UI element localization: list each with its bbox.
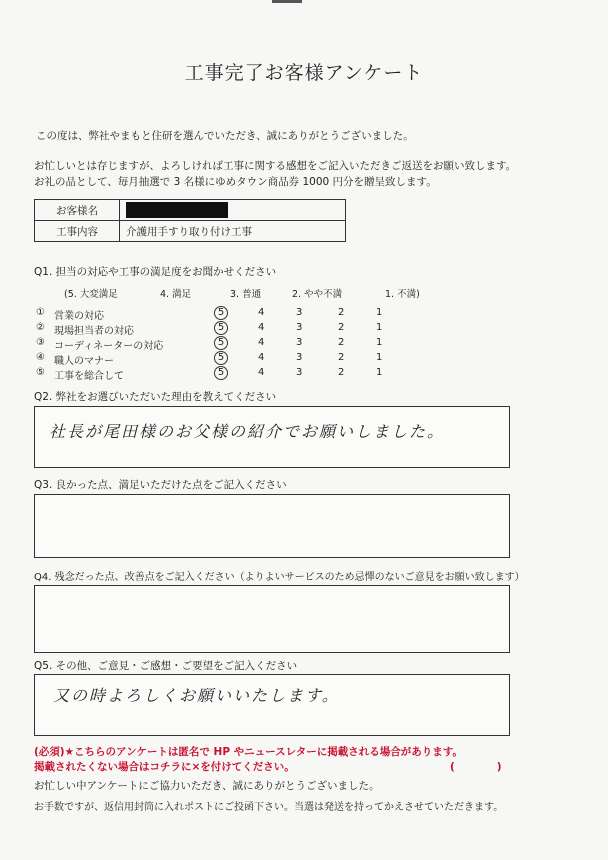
q2-answer-box[interactable]: [34, 406, 510, 468]
rating-option[interactable]: 3: [296, 337, 303, 348]
q2-answer-handwriting: 社長が尾田様のお父様の紹介でお願いしました。: [49, 422, 446, 441]
q3-question: Q3. 良かった点、満足いただけた点をご記入ください: [34, 479, 287, 491]
q5-question: Q5. その他、ご意見・ご感想・ご要望をご記入ください: [34, 660, 298, 672]
rating-row: [32, 322, 432, 336]
intro-gift: お礼の品として、毎月抽選で 3 名様にゆめタウン商品券 1000 円分を贈呈致します。: [34, 176, 437, 188]
rating-option-selected[interactable]: 5: [214, 306, 228, 320]
rating-option[interactable]: 3: [296, 307, 303, 318]
rating-option-selected[interactable]: 5: [214, 336, 228, 350]
rating-option[interactable]: 2: [338, 322, 345, 333]
rating-row: [32, 352, 432, 366]
rating-row: [32, 367, 432, 381]
item-label: 現場担当者の対応: [54, 326, 134, 337]
rating-row: [32, 337, 432, 351]
rating-option[interactable]: 1: [376, 307, 383, 318]
rating-option[interactable]: 1: [376, 352, 383, 363]
scale-3: 3. 普通: [230, 289, 262, 300]
q5-answer-box[interactable]: [34, 674, 510, 736]
q4-question: Q4. 残念だった点、改善点をご記入ください（よりよいサービスのため忌憚のないご意見をお願い致します）: [34, 572, 525, 583]
notice-required: (必須)★こちらのアンケートは匿名で HP やニュースレターに掲載される場合があります。: [34, 746, 463, 758]
scale-2: 2. やや不満: [292, 289, 343, 300]
opt-out-checkbox[interactable]: ( ): [450, 761, 502, 773]
rating-option[interactable]: 4: [258, 322, 265, 333]
rating-option[interactable]: 3: [296, 322, 303, 333]
q3-answer-box[interactable]: [34, 494, 510, 558]
item-label: コーディネーターの対応: [54, 341, 164, 352]
item-label: 工事を総合して: [54, 371, 124, 382]
rating-option-selected[interactable]: 5: [214, 351, 228, 365]
item-number: ②: [36, 322, 45, 333]
rating-option[interactable]: 4: [258, 337, 265, 348]
work-content-value: 介護用手すり取り付け工事: [120, 221, 346, 242]
rating-option[interactable]: 2: [338, 337, 345, 348]
q4-answer-box[interactable]: [34, 585, 510, 653]
customer-name-value: [120, 200, 346, 221]
rating-option[interactable]: 4: [258, 367, 265, 378]
item-number: ①: [36, 307, 45, 318]
rating-option[interactable]: 2: [338, 307, 345, 318]
rating-option-selected[interactable]: 5: [214, 366, 228, 380]
customer-info-table: [34, 199, 346, 242]
q2-question: Q2. 弊社をお選びいただいた理由を教えてください: [34, 391, 277, 403]
scale-5: (5. 大変満足: [64, 289, 118, 300]
rating-option[interactable]: 1: [376, 337, 383, 348]
intro-thanks: この度は、弊社やまもと住研を選んでいただき、誠にありがとうございました。: [36, 130, 414, 142]
redacted-name: [126, 202, 228, 218]
rating-option[interactable]: 3: [296, 352, 303, 363]
rating-option[interactable]: 2: [338, 352, 345, 363]
q5-answer-handwriting: 又の時よろしくお願いいたします。: [53, 686, 340, 705]
scale-1: 1. 不満): [385, 289, 420, 300]
item-number: ③: [36, 337, 45, 348]
rating-option-selected[interactable]: 5: [214, 321, 228, 335]
closing-thanks: お忙しい中アンケートにご協力いただき、誠にありがとうございました。: [34, 780, 380, 792]
rating-option[interactable]: 1: [376, 322, 383, 333]
rating-row: [32, 307, 432, 321]
rating-option[interactable]: 3: [296, 367, 303, 378]
item-label: 職人のマナー: [54, 356, 114, 367]
top-scan-mark: [272, 0, 302, 3]
intro-request: お忙しいとは存じますが、よろしければ工事に関する感想をご記入いただきご返送をお願い致します。: [34, 160, 517, 172]
rating-option[interactable]: 1: [376, 367, 383, 378]
page-title: 工事完了お客様アンケート: [184, 62, 424, 84]
item-number: ⑤: [36, 367, 45, 378]
item-number: ④: [36, 352, 45, 363]
rating-option[interactable]: 2: [338, 367, 345, 378]
closing-instructions: お手数ですが、返信用封筒に入れポストにご投函下さい。当選は発送を持ってかえさせていただきます。: [34, 802, 504, 813]
q1-question: Q1. 担当の対応や工事の満足度をお聞かせください: [34, 266, 277, 278]
item-label: 営業の対応: [54, 311, 104, 322]
customer-name-label: お客様名: [35, 200, 120, 221]
notice-opt-out: 掲載されたくない場合はコチラに×を付けてください。: [34, 761, 295, 773]
rating-option[interactable]: 4: [258, 352, 265, 363]
work-content-label: 工事内容: [35, 221, 120, 242]
rating-option[interactable]: 4: [258, 307, 265, 318]
scale-4: 4. 満足: [160, 289, 192, 300]
